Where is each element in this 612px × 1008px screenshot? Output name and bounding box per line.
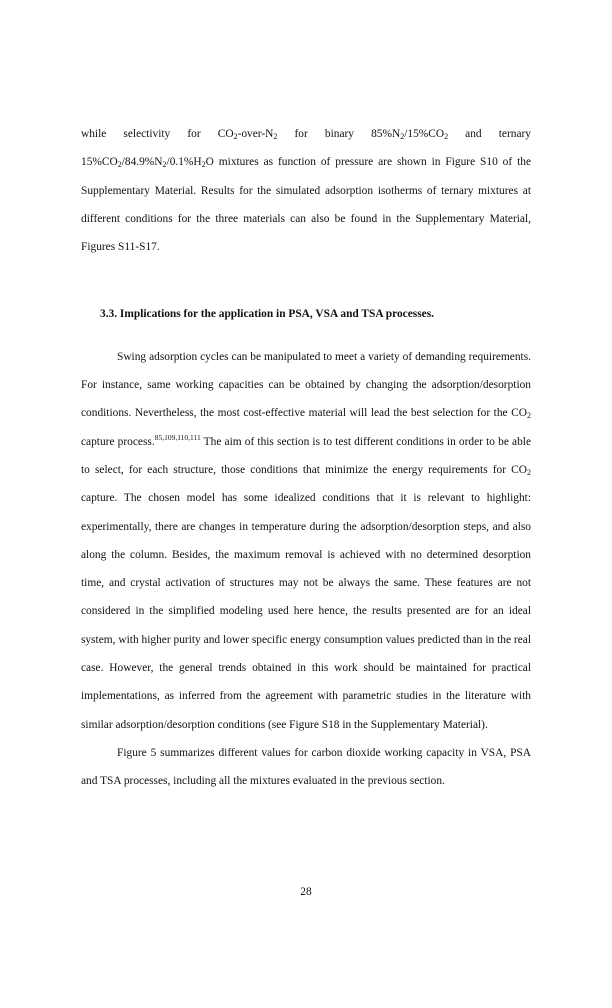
paragraph-figure5-summary: Figure 5 summarizes different values for carbon dioxide working capacity in VSA, PSA and TSA processes, including all the mixtures evaluated in the previous section. (81, 746, 531, 788)
section-heading: 3.3. Implications for the application in PSA, VSA and TSA processes. (100, 308, 434, 321)
page-body (81, 120, 531, 796)
page-number: 28 (300, 886, 312, 898)
paragraph-selectivity: while selectivity for $CO_2-over-N_2$ for binary $85\%N_2/15\%CO_2$ and ternary $15\%CO_2/84.9\%N_2/0.1\%H_2O$ mixtures as function of pressure are shown in Figure S10 of the Supplementary Material. Results for the simulated adsorption isotherms of ternary mixtures at different conditions for the three materials can also be found in the Supplementary Material, Figures S11-S17. (81, 128, 531, 254)
citation-superscript: 85,109,110,111 (154, 432, 201, 442)
paragraph-swing-adsorption: Swing adsorption cycles can be manipulated to meet a variety of demanding requirements. For instance, same working capacities can be obtained by changing the adsorption/desorption conditions. Nevertheless, the most cost-effective material will lead the best selection for the $CO_2$ capture process.$^{85,109,110,111}$ The aim of this section is to test different conditions in order to be able to select, for each structure, those conditions that minimize the energy requirements for $CO_2$ capture. The chosen model has some idealized conditions that it is relevant to highlight: experimentally, there are changes in temperature during the adsorption/desorption steps, and also along the column. Besides, the maximum removal is achieved with no determined desorption time, and crystal activation of structures may not be always the same. These features are not considered in the simplified modeling used here hence, the results presented are for an ideal system, with higher purity and lower specific energy consumption values predicted than in the real case. However, the general trends obtained in this work should be maintained for practical implementations, as inferred from the agreement with parametric studies in the literature with similar adsorption/desorption conditions (see Figure S18 in the Supplementary Material). (81, 350, 531, 731)
